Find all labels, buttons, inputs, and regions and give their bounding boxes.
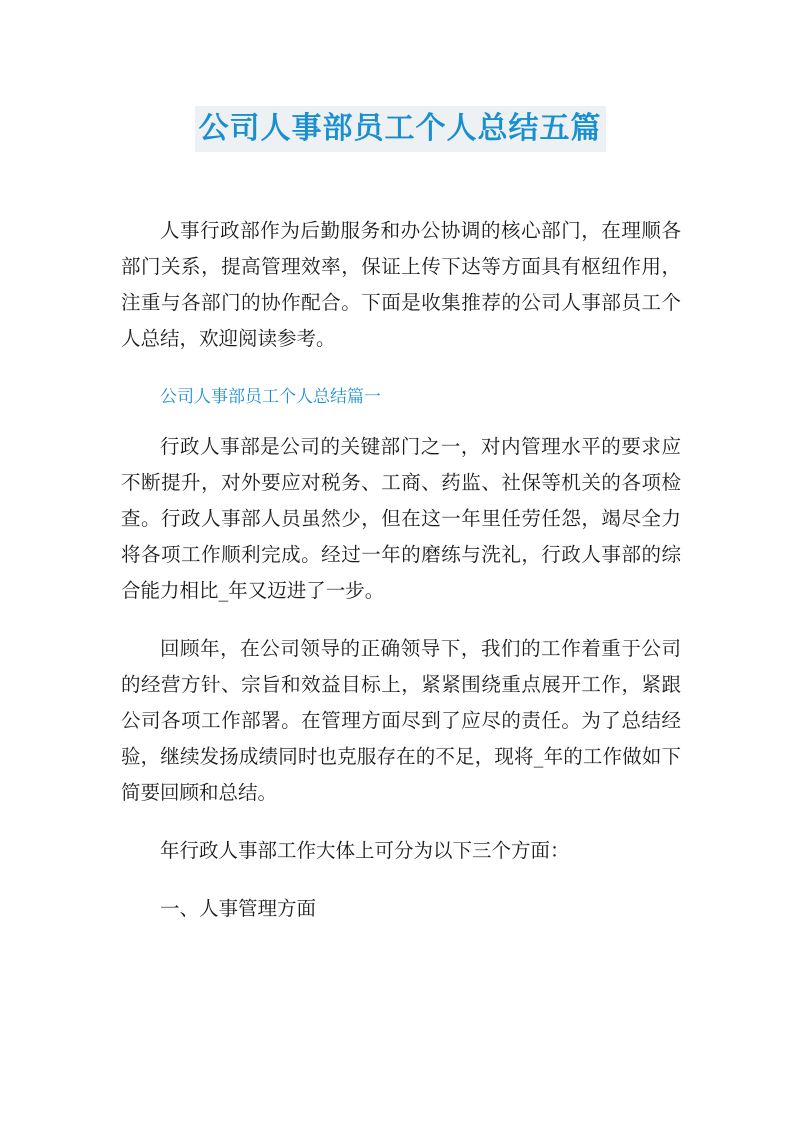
body-paragraph: 行政人事部是公司的关键部门之一，对内管理水平的要求应不断提升，对外要应对税务、工商、药监、社保等机关的各项检查。行政人事部人员虽然少，但在这一年里任劳任怨，竭尽全力将各项工作顺利完成。经过一年的磨练与洗礼，行政人事部的综合能力相比_年又迈进了一步。 (121, 435, 681, 602)
body-paragraph: 年行政人事部工作大体上可分为以下三个方面： (160, 839, 570, 862)
body-paragraph: 回顾年，在公司领导的正确领导下，我们的工作着重于公司的经营方针、宗旨和效益目标上，紧紧围绕重点展开工作，紧跟公司各项工作部署。在管理方面尽到了应尽的责任。为了总结经验，继续发扬成绩同时也克服存在的不足，现将_年的工作做如下简要回顾和总结。 (121, 637, 681, 804)
document-title: 公司人事部员工个人总结五篇 (195, 106, 606, 152)
document-body (121, 213, 681, 949)
intro-paragraph: 人事行政部作为后勤服务和办公协调的核心部门，在理顺各部门关系，提高管理效率，保证上传下达等方面具有枢纽作用，注重与各部门的协作配合。下面是收集推荐的公司人事部员工个人总结，欢迎阅读参考。 (121, 219, 681, 350)
section-heading: 公司人事部员工个人总结篇一 (160, 387, 381, 407)
subsection-heading: 一、人事管理方面 (160, 897, 317, 920)
title-container (0, 106, 800, 152)
